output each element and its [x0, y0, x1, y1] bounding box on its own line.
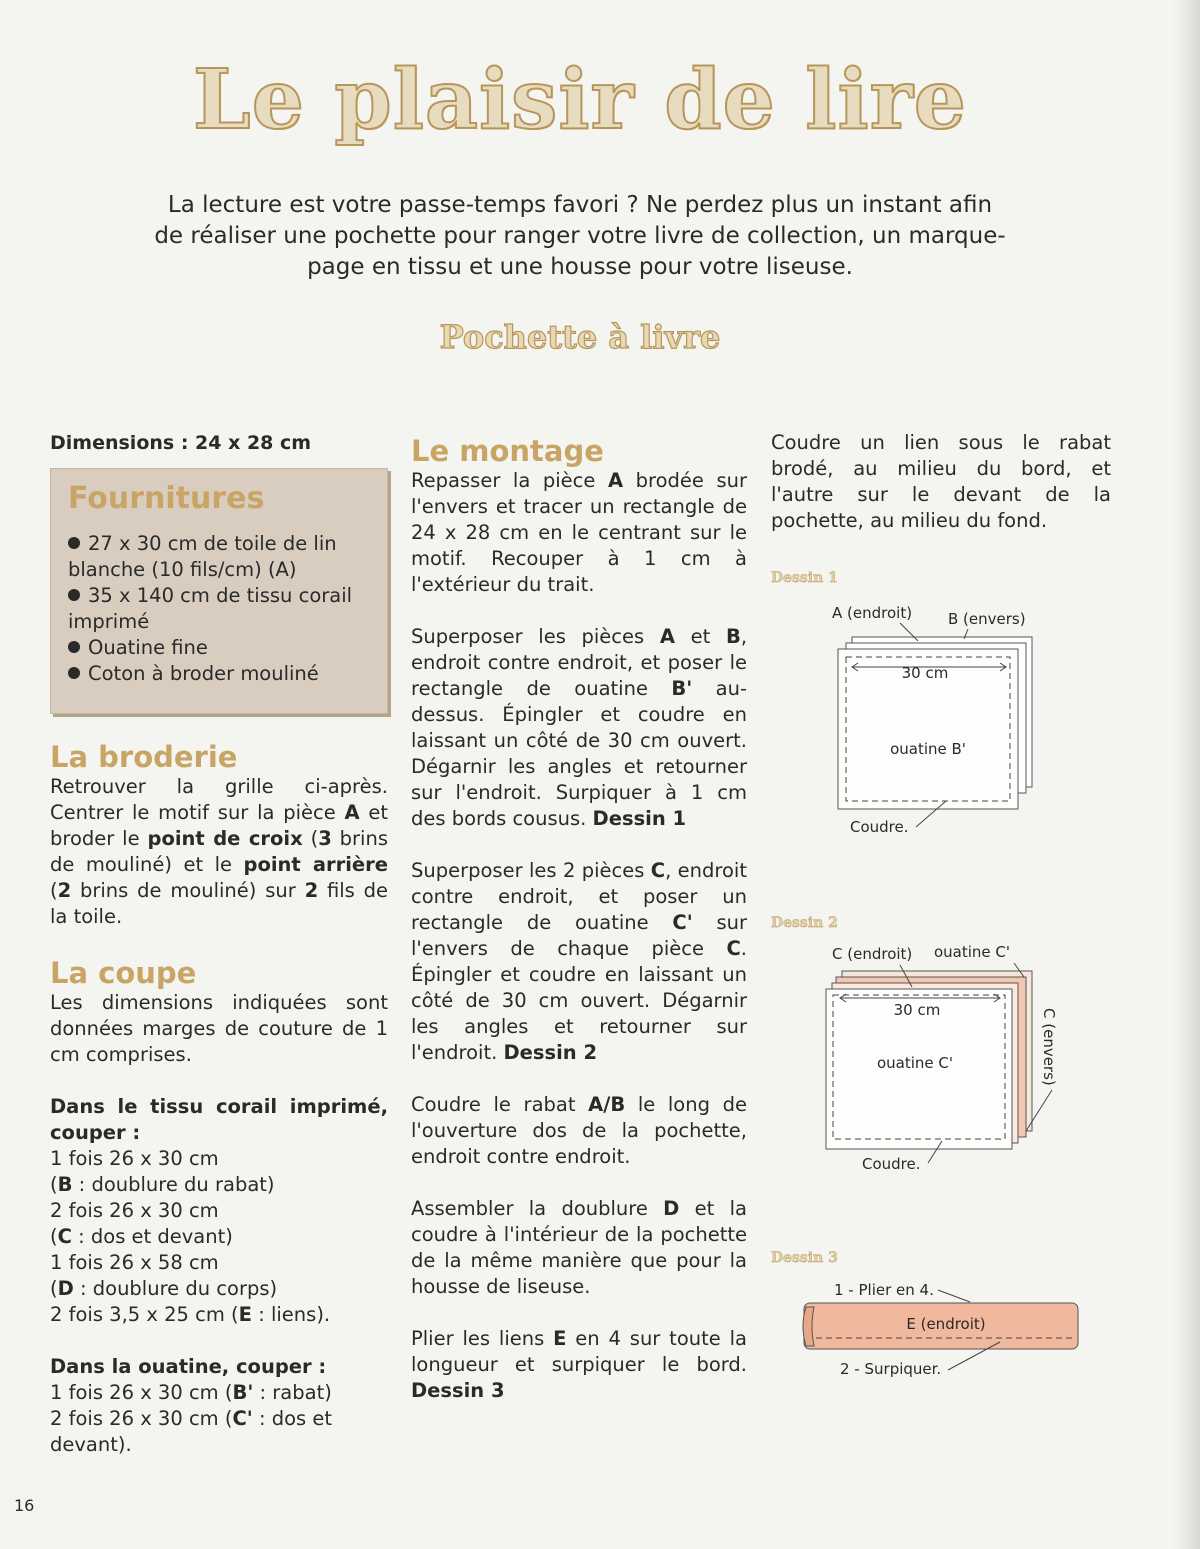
bullet-icon: [68, 589, 80, 601]
supplies-title: Fournitures: [68, 481, 265, 516]
montage-step-2: Superposer les pièces A et B, endroit contre endroit, et poser le rectangle de ouatine B' au-dessus. Épingler et coudre en laissant un côté de 30 cm ouvert. Dégarnir les angles et retourner sur l'endroit. Surpiquer à 1 cm des bords cousus. Dessin 1: [411, 625, 748, 830]
montage-step-1: Repasser la pièce A brodée sur l'envers et tracer un rectangle de 24 x 28 cm en le centrant sur le motif. Recouper à 1 cm à l'extérieur du trait.: [411, 469, 748, 596]
list-item: 27 x 30 cm de toile de lin blanche (10 fils/cm) (A): [68, 532, 337, 581]
fabric-heading: Dans le tissu corail imprimé, couper :: [50, 1095, 388, 1144]
supplies-box: [50, 468, 388, 714]
section-subtitle: Pochette à livre: [439, 318, 721, 356]
cut-line: 1 fois 26 x 30 cm (B' : rabat): [50, 1381, 332, 1404]
bullet-icon: [68, 641, 80, 653]
fold-edge: [803, 1307, 814, 1346]
step-2-label: 2 - Surpiquer.: [840, 1360, 942, 1378]
dessin-2-diagram: [800, 935, 1090, 1185]
batting-heading: Dans la ouatine, couper :: [50, 1355, 327, 1378]
strip-label: E (endroit): [906, 1315, 986, 1333]
page-number: 16: [14, 1496, 35, 1515]
inner-label: ouatine B': [890, 740, 966, 758]
book-spine-shadow: [1172, 0, 1200, 1549]
dessin-3-diagram: [790, 1270, 1090, 1390]
page-title: Le plaisir de lire: [193, 52, 967, 148]
label-ouatine-c: ouatine C': [934, 943, 1011, 961]
sew-label: Coudre.: [850, 818, 909, 836]
montage-title: Le montage: [411, 434, 604, 468]
montage-step-3: Superposer les 2 pièces C, endroit contre endroit, et poser un rectangle de ouatine C' sur l'envers de chaque pièce C. Épingler et coudre en laissant un côté de 30 cm ouvert. Dégarnir les angles et retourner sur l'endroit. Dessin 2: [411, 859, 747, 1064]
list-item: Coton à broder mouliné: [68, 661, 371, 687]
cut-line: 1 fois 26 x 58 cm (D : doublure du corps): [50, 1251, 278, 1300]
montage-step-6: Plier les liens E en 4 sur toute la longueur et surpiquer le bord. Dessin 3: [411, 1327, 747, 1402]
bullet-icon: [68, 537, 80, 549]
label-a: A (endroit): [832, 604, 913, 622]
cut-line: 2 fois 26 x 30 cm (C' : dos et devant).: [50, 1407, 333, 1456]
label-c: C (endroit): [832, 945, 913, 963]
coupe-title: La coupe: [50, 956, 197, 990]
measure-text: 30 cm: [893, 1001, 941, 1019]
right-column-text: Coudre un lien sous le rabat brodé, au milieu du bord, et l'autre sur le devant de la pochette, au milieu du fond.: [771, 431, 1111, 532]
coupe-intro: Les dimensions indiquées sont données marges de couture de 1 cm comprises.: [50, 991, 388, 1066]
pointer-line: [938, 1290, 970, 1302]
inner-label: ouatine C': [876, 1054, 954, 1072]
cut-line: 1 fois 26 x 30 cm (B : doublure du rabat): [50, 1147, 275, 1196]
broderie-title: La broderie: [50, 740, 238, 774]
dimensions: Dimensions : 24 x 28 cm: [50, 432, 312, 454]
sew-label: Coudre.: [862, 1155, 921, 1173]
bullet-icon: [68, 667, 80, 679]
dessin-1-diagram: [800, 595, 1060, 845]
broderie-text: Retrouver la grille ci-après. Centrer le motif sur la pièce A et broder le point de croix (3 brins de mouliné) et le point arrière (2 brins de mouliné) sur 2 fils de la toile.: [50, 775, 389, 928]
supplies-list: [68, 531, 371, 687]
list-item: Ouatine fine: [68, 635, 371, 661]
measure-text: 30 cm: [901, 664, 949, 682]
cut-line: 2 fois 3,5 x 25 cm (E : liens).: [50, 1303, 331, 1326]
middle-column: [411, 430, 747, 1404]
dessin-1-label: Dessin 1: [771, 570, 838, 586]
step-1-label: 1 - Plier en 4.: [834, 1281, 934, 1299]
cut-line: 2 fois 26 x 30 cm (C : dos et devant): [50, 1199, 233, 1248]
right-column: [771, 430, 1111, 534]
dessin-3-label: Dessin 3: [771, 1250, 838, 1266]
dessin-2-label: Dessin 2: [771, 915, 838, 931]
montage-step-4: Coudre le rabat A/B le long de l'ouverture dos de la pochette, endroit contre endroit.: [411, 1093, 747, 1168]
intro-text: La lecture est votre passe-temps favori ? Ne perdez plus un instant afin de réaliser une pochette pour ranger votre livre de collection, un marque-page en tissu et une housse pour votre liseuse.: [154, 192, 1006, 280]
label-c-envers: C (envers): [1040, 1008, 1058, 1086]
left-column: [50, 430, 388, 1458]
list-item: 35 x 140 cm de tissu corail imprimé: [68, 584, 353, 633]
label-b: B (envers): [948, 610, 1026, 628]
montage-step-5: Assembler la doublure D et la coudre à l'intérieur de la pochette de la même manière que pour la housse de liseuse.: [411, 1197, 747, 1298]
